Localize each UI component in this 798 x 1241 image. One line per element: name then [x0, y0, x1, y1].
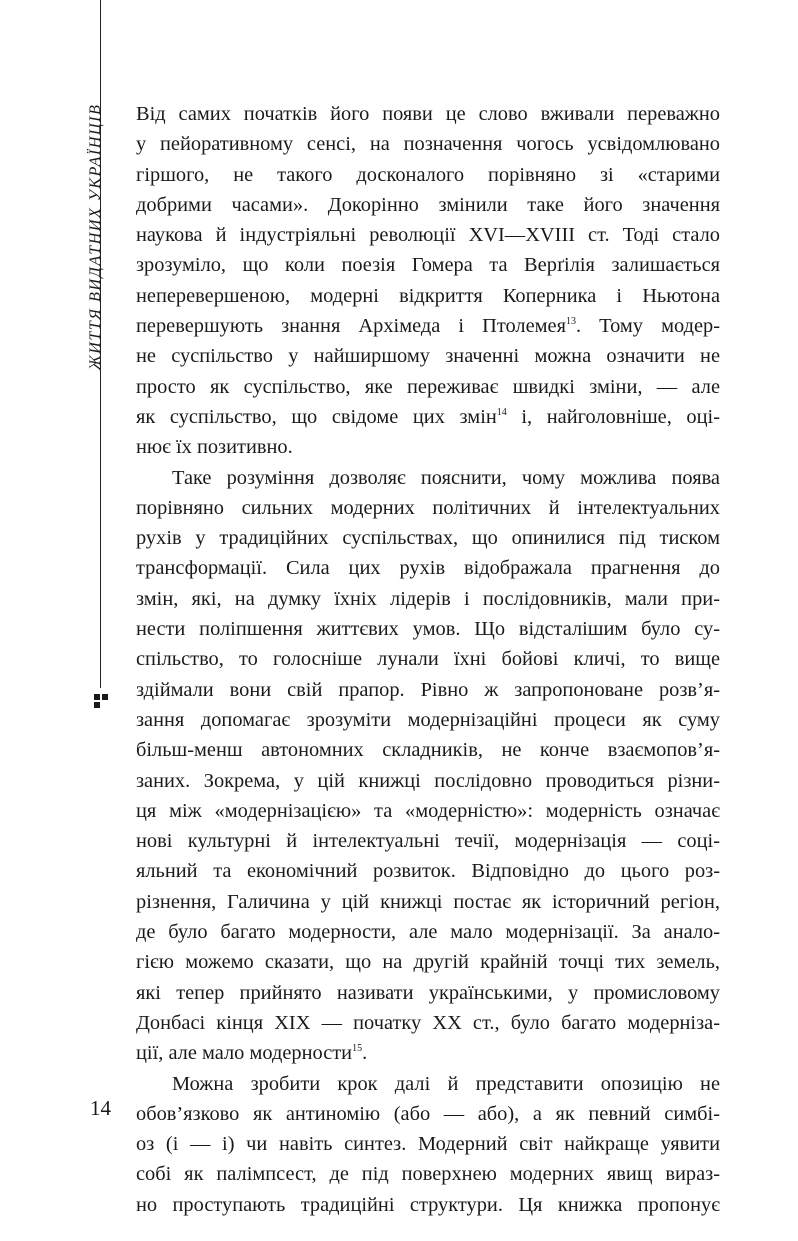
- text-line: [136, 341, 720, 371]
- text-line-content: зання допомагає зрозуміти модернізаційні процеси як суму: [136, 708, 720, 731]
- text-line: [136, 1190, 720, 1220]
- text-line: [136, 311, 720, 341]
- text-line-content: нові культурні й інтелектуальні течії, модернізація — соці-: [136, 830, 720, 853]
- text-line: [136, 796, 720, 826]
- body-text: [136, 99, 720, 1220]
- running-head-text: ЖИТТЯ ВИДАТНИХ УКРАЇНЦІВ: [87, 103, 104, 370]
- footnote-marker: 13: [565, 316, 576, 328]
- text-line-content: наукова й індустріяльні революції XVI—XVIII ст. Тоді стало: [136, 224, 720, 247]
- text-line: [136, 160, 720, 190]
- text-line-content: Від самих початків його появи це слово вживали переважно: [136, 103, 720, 125]
- text-line: [136, 1008, 720, 1038]
- text-line-content: гією можемо сказати, що на другій крайній точці тих земель,: [136, 951, 720, 974]
- text-line: [136, 1129, 720, 1159]
- text-line-content: змін, які, на думку їхніх лідерів і послідовників, мали при-: [136, 587, 720, 610]
- text-line-content: Можна зробити крок далі й представити опозицію не: [172, 1072, 720, 1095]
- text-line-content: нести поліпшення життєвих умов. Що відсталішим було су-: [136, 618, 720, 641]
- text-line-content: но проступають традиційні структури. Ця книжка пропонує: [136, 1193, 720, 1216]
- text-line-content: обов’язково як антиномію (або — або), а як певний симбі-: [136, 1102, 720, 1125]
- text-line: [136, 1038, 720, 1068]
- text-line-content: ції, але мало модерности: [136, 1042, 353, 1065]
- text-line: [136, 1159, 720, 1189]
- text-line-content: нює їх позитивно.: [136, 436, 293, 459]
- text-line: [136, 402, 720, 432]
- text-line-content: не суспільство у найширшому значенні можна означити не: [136, 345, 720, 368]
- text-line-content: перевершують знання Архімеда і Птолемея: [136, 315, 566, 338]
- text-line-content: Донбасі кінця XIX — початку XX ст., було багато модерніза-: [136, 1011, 720, 1034]
- text-line-content: де було багато модерности, але мало модернізації. За анало-: [136, 921, 720, 944]
- text-line: [136, 826, 720, 856]
- text-line: [136, 766, 720, 796]
- text-line-continuation: і, найголовніше, оці-: [506, 405, 720, 428]
- text-line-content: яльний та економічний розвиток. Відповідно до цього роз-: [136, 860, 720, 883]
- text-line-content: зрозуміло, що коли поезія Гомера та Верґілія залишається: [136, 254, 720, 277]
- text-line-content: добрими часами». Докорінно змінили таке його значення: [136, 193, 720, 216]
- text-line-content: неперевершеною, модерні відкриття Коперника і Ньютона: [136, 284, 720, 307]
- text-line: [136, 978, 720, 1008]
- text-line-continuation: . Тому модер-: [575, 315, 720, 338]
- text-line-content: ця між «модернізацією» та «модерністю»: модерність означає: [136, 799, 720, 822]
- footnote-marker: 15: [352, 1043, 363, 1055]
- text-line: [136, 99, 720, 129]
- page-number: 14: [90, 1096, 111, 1120]
- text-line-content: які тепер прийнято називати українськими, у промисловому: [136, 981, 720, 1004]
- text-line-content: Таке розуміння дозволяє пояснити, чому можлива поява: [172, 466, 720, 489]
- text-line: [136, 675, 720, 705]
- text-line-content: оз (і — і) чи навіть синтез. Модерний світ найкраще уявити: [136, 1133, 720, 1156]
- text-line-content: спільство, то голосніше лунали їхні бойові кличі, то вище: [136, 648, 720, 671]
- text-line-content: здіймали вони свій прапор. Рівно ж запропоноване розв’я-: [136, 678, 720, 701]
- text-line-content: собі як палімпсест, де під поверхнею модерних явищ вираз-: [136, 1163, 720, 1186]
- text-line-content: у пейоративному сенсі, на позначення чогось усвідомлювано: [136, 133, 720, 156]
- text-line: [136, 372, 720, 402]
- text-line: [136, 1069, 720, 1099]
- text-line-content: гіршого, не такого досконалого порівняно зі «старими: [136, 163, 720, 186]
- text-line: [136, 250, 720, 280]
- text-line: [136, 917, 720, 947]
- text-line: [136, 281, 720, 311]
- text-line: [136, 129, 720, 159]
- text-line: [136, 735, 720, 765]
- text-line-content: як суспільство, що свідоме цих змін: [136, 405, 497, 428]
- text-line: [136, 463, 720, 493]
- text-line-content: заних. Зокрема, у цій книжці послідовно проводиться різни-: [136, 769, 720, 792]
- text-line-content: порівняно сильних модерних політичних й інтелектуальних: [136, 496, 720, 519]
- text-line-content: просто як суспільство, яке переживає швидкі зміни, — але: [136, 375, 720, 398]
- text-line: [136, 523, 720, 553]
- text-line-content: різнення, Галичина у цій книжці постає як історичний регіон,: [136, 890, 720, 913]
- text-line: [136, 493, 720, 523]
- text-line: [136, 220, 720, 250]
- text-line-content: більш-менш автономних складників, не конче взаємопов’я-: [136, 739, 720, 762]
- text-line: [136, 856, 720, 886]
- text-line: [136, 432, 720, 462]
- text-line-content: рухів у традиційних суспільствах, що опинилися під тиском: [136, 527, 720, 550]
- ornament-icon: [94, 694, 108, 710]
- text-line: [136, 887, 720, 917]
- text-line-continuation: .: [362, 1042, 368, 1065]
- text-line: [136, 190, 720, 220]
- text-line: [136, 705, 720, 735]
- footnote-marker: 14: [496, 407, 507, 419]
- text-line: [136, 947, 720, 977]
- text-line: [136, 1099, 720, 1129]
- text-line: [136, 584, 720, 614]
- text-line: [136, 614, 720, 644]
- text-line: [136, 644, 720, 674]
- text-line: [136, 553, 720, 583]
- text-line-content: трансформації. Сила цих рухів відображала прагнення до: [136, 557, 720, 580]
